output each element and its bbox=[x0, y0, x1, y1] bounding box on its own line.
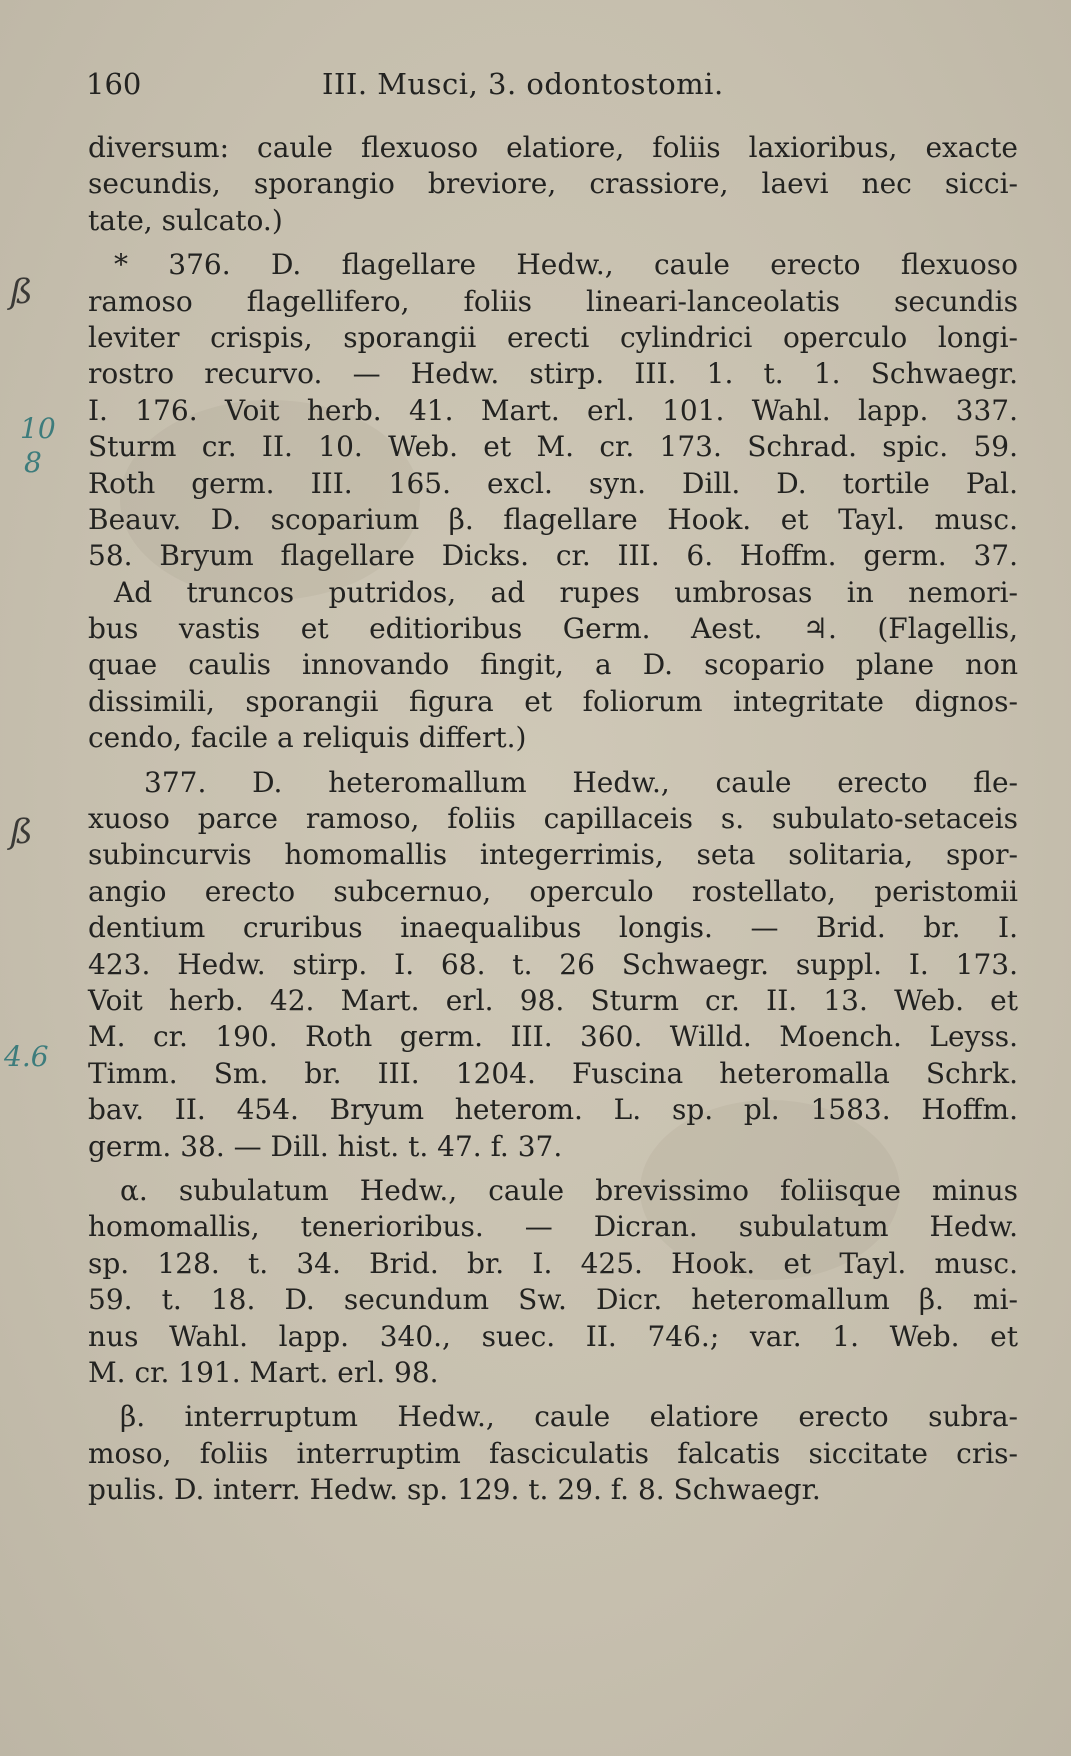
text-line: bav. II. 454. Bryum heterom. L. sp. pl. 1583. Hoffm. bbox=[88, 1093, 1018, 1127]
text-line: M. cr. 190. Roth germ. III. 360. Willd. Moench. Leyss. bbox=[88, 1020, 1018, 1054]
variety-heading: α. subulatum Hedw., caule brevissimo foliisque minus bbox=[120, 1173, 1018, 1207]
species-heading: * 376. D. flagellare Hedw., caule erecto flexuoso bbox=[114, 248, 1018, 282]
text-line: secundis, sporangio breviore, crassiore, laevi nec sicci- bbox=[88, 167, 1018, 201]
text-line: cendo, facile a reliquis differt.) bbox=[88, 721, 527, 755]
margin-note-beta: ß bbox=[10, 812, 33, 852]
page-number: 160 bbox=[86, 67, 142, 101]
text-line: diversum: caule flexuoso elatiore, foliis laxioribus, exacte bbox=[88, 131, 1018, 164]
page-header bbox=[86, 62, 1016, 106]
text-line: tate, sulcato.) bbox=[88, 203, 283, 237]
text-line: Roth germ. III. 165. excl. syn. Dill. D. tortile Pal. bbox=[88, 466, 1018, 500]
text-line: 59. t. 18. D. secundum Sw. Dicr. heteromallum β. mi- bbox=[88, 1283, 1018, 1317]
text-line: Ad truncos putridos, ad rupes umbrosas in nemori- bbox=[114, 575, 1018, 609]
running-head: III. Musci, 3. odontostomi. bbox=[322, 67, 724, 101]
body-text bbox=[88, 130, 1018, 1508]
text-line: leviter crispis, sporangii erecti cylindrici operculo longi- bbox=[88, 320, 1018, 354]
text-line: homomallis, tenerioribus. — Dicran. subulatum Hedw. bbox=[88, 1210, 1018, 1244]
text-line: moso, foliis interruptim fasciculatis falcatis siccitate cris- bbox=[88, 1436, 1018, 1470]
text-line: I. 176. Voit herb. 41. Mart. erl. 101. Wahl. lapp. 337. bbox=[88, 393, 1018, 427]
text-line: dentium cruribus inaequalibus longis. — Brid. br. I. bbox=[88, 911, 1018, 945]
margin-note-4-6: 4.6 bbox=[4, 1040, 49, 1073]
text-line: germ. 38. — Dill. hist. t. 47. f. 37. bbox=[88, 1129, 563, 1163]
text-line: 58. Bryum flagellare Dicks. cr. III. 6. Hoffm. germ. 37. bbox=[88, 539, 1018, 573]
text-line: Beauv. D. scoparium β. flagellare Hook. et Tayl. musc. bbox=[88, 502, 1018, 536]
text-line: M. cr. 191. Mart. erl. 98. bbox=[88, 1355, 439, 1389]
text-line: quae caulis innovando fingit, a D. scopario plane non bbox=[88, 648, 1018, 682]
text-line: Timm. Sm. br. III. 1204. Fuscina heteromalla Schrk. bbox=[88, 1056, 1018, 1090]
text-line: subincurvis homomallis integerrimis, seta solitaria, spor- bbox=[88, 838, 1018, 872]
margin-note-beta: ß bbox=[10, 272, 33, 312]
margin-note-10: 10 bbox=[20, 412, 56, 445]
text-line: bus vastis et editioribus Germ. Aest. ♃. (Flagellis, bbox=[88, 612, 1018, 646]
species-heading: 377. D. heteromallum Hedw., caule erecto fle- bbox=[144, 765, 1018, 799]
margin-note-8: 8 bbox=[24, 446, 42, 479]
text-line: dissimili, sporangii figura et foliorum integritate dignos- bbox=[88, 684, 1018, 718]
text-line: pulis. D. interr. Hedw. sp. 129. t. 29. f. 8. Schwaegr. bbox=[88, 1473, 821, 1507]
text-line: nus Wahl. lapp. 340., suec. II. 746.; var. 1. Web. et bbox=[88, 1319, 1018, 1353]
text-line: 423. Hedw. stirp. I. 68. t. 26 Schwaegr. suppl. I. 173. bbox=[88, 947, 1018, 981]
text-line: Sturm cr. II. 10. Web. et M. cr. 173. Schrad. spic. 59. bbox=[88, 430, 1018, 464]
text-line: Voit herb. 42. Mart. erl. 98. Sturm cr. II. 13. Web. et bbox=[88, 983, 1018, 1017]
text-line: sp. 128. t. 34. Brid. br. I. 425. Hook. et Tayl. musc. bbox=[88, 1246, 1018, 1280]
text-line: xuoso parce ramoso, foliis capillaceis s. subulato-setaceis bbox=[88, 802, 1018, 836]
text-line: angio erecto subcernuo, operculo rostellato, peristomii bbox=[88, 874, 1018, 908]
text-line: rostro recurvo. — Hedw. stirp. III. 1. t. 1. Schwaegr. bbox=[88, 357, 1018, 391]
variety-heading: β. interruptum Hedw., caule elatiore erecto subra- bbox=[120, 1400, 1018, 1434]
text-line: ramoso flagellifero, foliis lineari-lanceolatis secundis bbox=[88, 284, 1018, 318]
